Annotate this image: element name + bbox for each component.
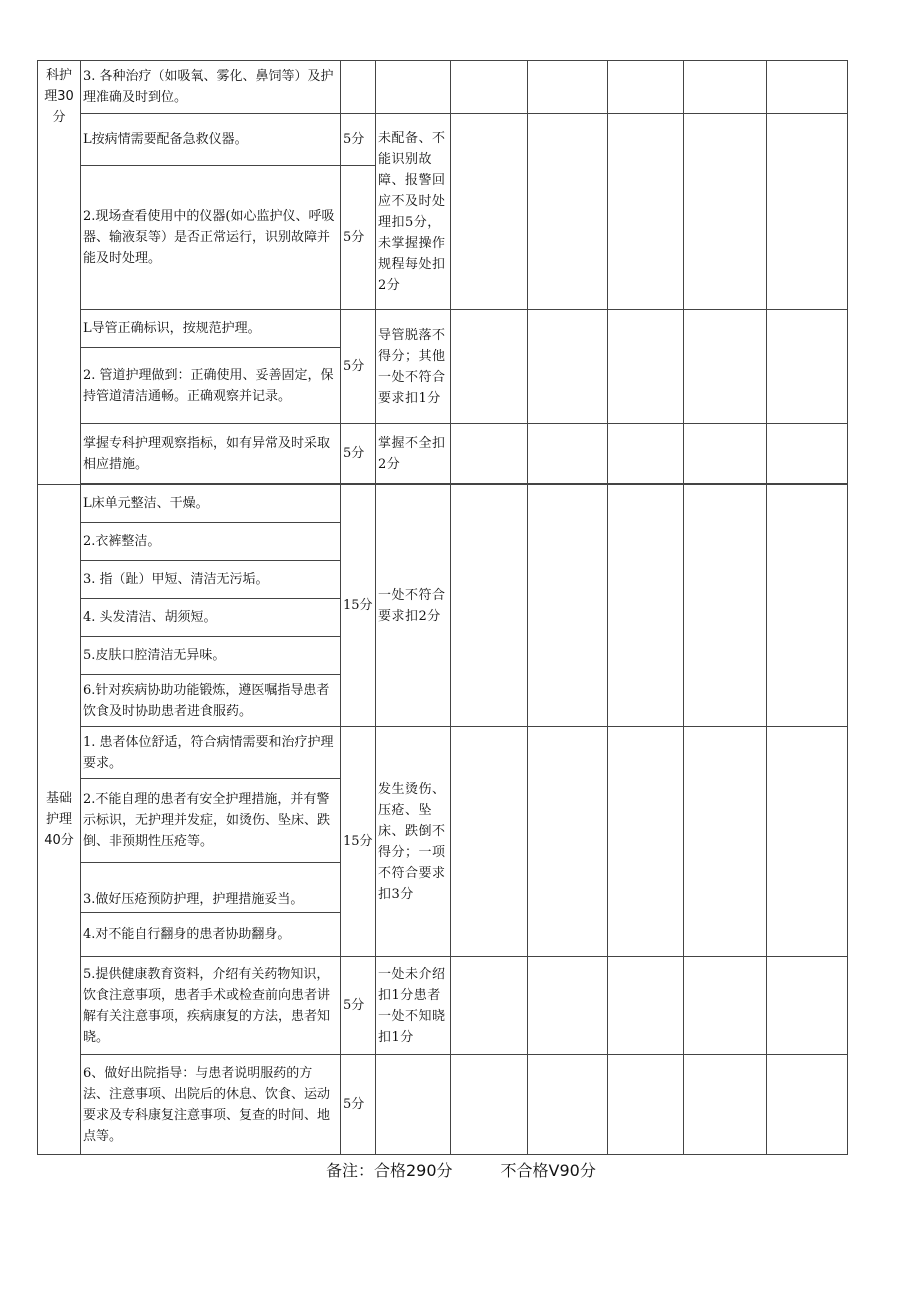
- item-pressure-ulcer: 3.做好压疮预防护理，护理措施妥当。: [81, 863, 341, 913]
- item-skin-oral: 5.皮肤口腔清洁无异味。: [81, 637, 341, 675]
- table-row: [38, 957, 848, 1055]
- table-row: [38, 61, 848, 114]
- item-posture: 1. 患者体位舒适，符合病情需要和治疗护理要求。: [81, 727, 341, 779]
- note-basic-group3: 一处未介绍扣1分患者一处不知晓扣1分: [376, 957, 451, 1055]
- footer-remark: [326, 1158, 644, 1181]
- item-nails: 3. 指（趾）甲短、清洁无污垢。: [81, 561, 341, 599]
- category-specialist-nursing: 科护理30分: [38, 61, 81, 485]
- item-catheter-care: 2. 管道护理做到：正确使用、妥善固定，保持管道清洁通畅。正确观察并记录。: [81, 348, 341, 424]
- category-basic-nursing: 基础护理40分: [38, 485, 81, 1155]
- score-cell: 5分: [341, 114, 376, 166]
- note-observation: 掌握不全扣2分: [376, 424, 451, 484]
- table-row: [38, 310, 848, 348]
- table-row: [38, 485, 848, 523]
- table-row: [38, 424, 848, 484]
- note-basic-group1: 一处不符合要求扣2分: [376, 485, 451, 727]
- score-cell: 5分: [341, 310, 376, 424]
- item-health-education: 5.提供健康教育资料，介绍有关药物知识，饮食注意事项，患者手术或检查前向患者讲解有关注意事项，疾病康复的方法，患者知晓。: [81, 957, 341, 1055]
- score-cell: 5分: [341, 424, 376, 484]
- item-clothing: 2.衣裤整洁。: [81, 523, 341, 561]
- scoring-table: [37, 60, 848, 1155]
- score-cell: 5分: [341, 957, 376, 1055]
- score-cell: 5分: [341, 166, 376, 310]
- score-cell: 15分: [341, 727, 376, 957]
- item-treatment: 3. 各种治疗（如吸氧、雾化、鼻饲等）及护理准确及时到位。: [81, 61, 341, 114]
- item-rehab: 6.针对疾病协助功能锻炼，遵医嘱指导患者饮食及时协助患者进食服药。: [81, 675, 341, 727]
- table-row: [38, 114, 848, 166]
- note-cell: [376, 61, 451, 114]
- fail-threshold: 不合格V90分: [500, 1161, 596, 1180]
- note-catheter: 导管脱落不得分；其他一处不符合要求扣1分: [376, 310, 451, 424]
- item-hair: 4. 头发清洁、胡须短。: [81, 599, 341, 637]
- score-cell: 5分: [341, 1055, 376, 1155]
- item-observation: 掌握专科护理观察指标，如有异常及时采取相应措施。: [81, 424, 341, 484]
- item-safety: 2.不能自理的患者有安全护理措施，并有警示标识，无护理并发症，如烫伤、坠床、跌倒、非预期性压疮等。: [81, 779, 341, 863]
- item-catheter-label: L导管正确标识，按规范护理。: [81, 310, 341, 348]
- note-basic-group2: 发生烫伤、压疮、坠床、跌倒不得分；一项不符合要求扣3分: [376, 727, 451, 957]
- item-discharge: 6、做好出院指导：与患者说明服药的方法、注意事项、出院后的休息、饮食、运动要求及专科康复注意事项、复查的时间、地点等。: [81, 1055, 341, 1155]
- item-turning: 4.对不能自行翻身的患者协助翻身。: [81, 913, 341, 957]
- score-cell: [341, 61, 376, 114]
- table-row: [38, 727, 848, 779]
- pass-threshold: 备注：合格290分: [326, 1161, 453, 1180]
- table-row: [38, 1055, 848, 1155]
- item-emergency-equipment: L按病情需要配备急救仪器。: [81, 114, 341, 166]
- score-cell: 15分: [341, 485, 376, 727]
- note-equipment: 未配备、不能识别故障、报警回应不及时处理扣5分，未掌握操作规程每处扣 2分: [376, 114, 451, 310]
- item-instrument-check: 2.现场查看使用中的仪器(如心监护仪、呼吸器、输液泵等）是否正常运行，识别故障并能及时处理。: [81, 166, 341, 310]
- note-cell: [376, 1055, 451, 1155]
- item-bed-unit: L床单元整洁、干燥。: [81, 485, 341, 523]
